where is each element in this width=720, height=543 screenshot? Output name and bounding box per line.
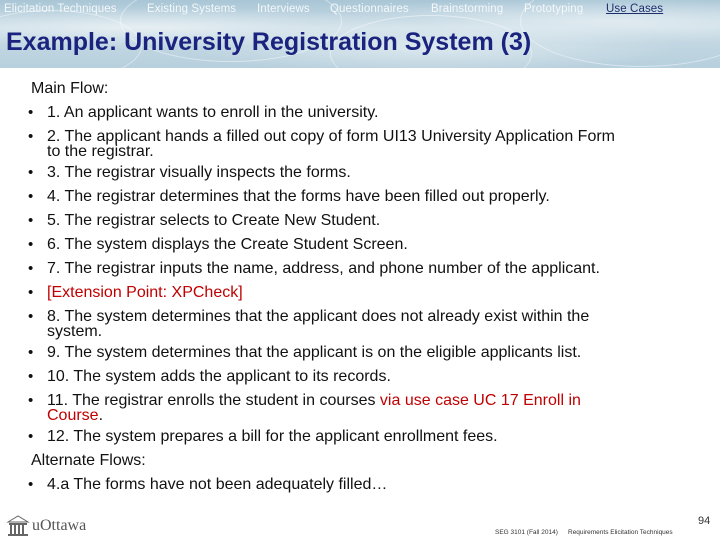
bullet-icon: • <box>28 308 34 325</box>
logo-wordmark: uOttawa <box>32 517 87 534</box>
bullet-icon: • <box>28 428 34 445</box>
nav-prototyping[interactable]: Prototyping <box>524 3 584 15</box>
list-item <box>28 281 711 305</box>
step-text: 8. The system determines that the applicant does not already exist within the <box>47 308 590 325</box>
bullet-icon: • <box>28 236 34 253</box>
top-navigation <box>0 3 720 19</box>
step-text: 4. The registrar determines that the forms have been filled out properly. <box>47 188 550 205</box>
bullet-icon: • <box>28 164 34 181</box>
alternate-flows-heading: Alternate Flows: <box>31 452 146 469</box>
step-text: 9. The system determines that the applicant is on the eligible applicants list. <box>47 344 582 361</box>
bullet-icon: • <box>28 104 34 121</box>
list-item <box>28 101 711 125</box>
bullet-icon: • <box>28 260 34 277</box>
page-number: 94 <box>698 515 711 527</box>
uottawa-logo <box>6 514 96 538</box>
step-text: 2. The applicant hands a filled out copy of form UI13 University Application Form <box>47 128 615 145</box>
bullet-icon: • <box>28 212 34 229</box>
step-text: 6. The system displays the Create Student Screen. <box>47 236 408 253</box>
bullet-icon: • <box>28 188 34 205</box>
slide-body <box>28 77 711 497</box>
list-item <box>28 365 711 389</box>
footer-topic: Requirements Elicitation Techniques <box>568 529 673 536</box>
list-item <box>28 161 711 185</box>
list-item <box>28 473 711 497</box>
list-item <box>28 233 711 257</box>
use-case-reference: via use case UC 17 Enroll in <box>379 392 581 409</box>
footer-course: SEG 3101 (Fall 2014) <box>495 529 558 536</box>
list-item <box>28 341 711 365</box>
extension-point-text: [Extension Point: XPCheck] <box>47 284 243 301</box>
step-continuation: system. <box>47 323 103 340</box>
step-text: 12. The system prepares a bill for the applicant enrollment fees. <box>47 428 498 445</box>
use-case-reference-cont: Course <box>47 407 99 424</box>
step-continuation <box>31 407 711 425</box>
bullet-icon: • <box>28 368 34 385</box>
step-text: 1. An applicant wants to enroll in the university. <box>47 104 379 121</box>
list-item <box>28 425 711 449</box>
nav-elicitation-techniques[interactable]: Elicitation Techniques <box>4 3 117 15</box>
alt-step-text: 4.a The forms have not been adequately filled… <box>47 476 388 493</box>
step-continuation: to the registrar. <box>47 143 154 160</box>
list-item <box>28 185 711 209</box>
bullet-icon: • <box>28 284 34 301</box>
bullet-icon: • <box>28 128 34 145</box>
nav-interviews[interactable]: Interviews <box>257 3 310 15</box>
list-item <box>28 209 711 233</box>
nav-questionnaires[interactable]: Questionnaires <box>330 3 409 15</box>
nav-brainstorming[interactable]: Brainstorming <box>431 3 504 15</box>
step-text: 5. The registrar selects to Create New Student. <box>47 212 381 229</box>
step-text: 11. The registrar enrolls the student in courses <box>47 392 380 409</box>
bullet-icon: • <box>28 476 34 493</box>
step-text: 3. The registrar visually inspects the forms. <box>47 164 351 181</box>
slide-title: Example: University Registration System (3) <box>6 28 532 56</box>
main-flow-heading: Main Flow: <box>31 80 109 97</box>
bullet-icon: • <box>28 392 34 409</box>
list-item <box>28 257 711 281</box>
slide-header <box>0 0 720 68</box>
nav-use-cases[interactable]: Use Cases <box>606 3 664 15</box>
step-period: . <box>98 407 104 424</box>
nav-existing-systems[interactable]: Existing Systems <box>147 3 237 15</box>
bullet-icon: • <box>28 344 34 361</box>
step-text: 10. The system adds the applicant to its records. <box>47 368 391 385</box>
step-text: 7. The registrar inputs the name, address, and phone number of the applicant. <box>47 260 600 277</box>
